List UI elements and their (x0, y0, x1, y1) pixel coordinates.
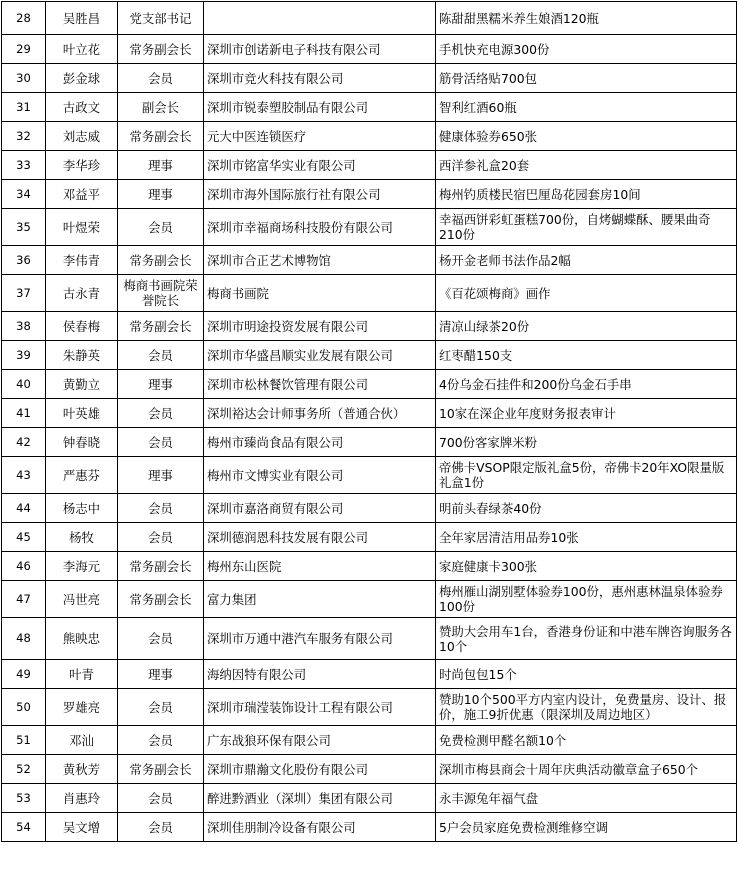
member-name: 邓益平 (46, 180, 118, 209)
row-number: 47 (2, 581, 46, 618)
donation-item: 时尚包包15个 (436, 660, 737, 689)
row-number: 34 (2, 180, 46, 209)
member-position: 常务副会长 (118, 755, 204, 784)
member-name: 黄勤立 (46, 370, 118, 399)
table-row (2, 755, 737, 784)
table-row (2, 2, 737, 35)
donation-item: 梅州雁山湖别墅体验券100份，惠州惠林温泉体验券100份 (436, 581, 737, 618)
member-position: 会员 (118, 813, 204, 842)
table-row (2, 35, 737, 64)
company-name: 梅州市文博实业有限公司 (204, 457, 436, 494)
member-name: 钟春晓 (46, 428, 118, 457)
company-name: 深圳市嘉洛商贸有限公司 (204, 494, 436, 523)
company-name: 醉进黔酒业（深圳）集团有限公司 (204, 784, 436, 813)
company-name: 元大中医连锁医疗 (204, 122, 436, 151)
table-row (2, 494, 737, 523)
donation-item: 杨开金老师书法作品2幅 (436, 246, 737, 275)
member-position: 党支部书记 (118, 2, 204, 35)
table-row (2, 93, 737, 122)
member-position: 理事 (118, 151, 204, 180)
member-name: 李伟青 (46, 246, 118, 275)
member-position: 会员 (118, 64, 204, 93)
company-name: 深圳裕达会计师事务所（普通合伙） (204, 399, 436, 428)
table-row (2, 64, 737, 93)
member-position: 理事 (118, 457, 204, 494)
member-name: 李海元 (46, 552, 118, 581)
row-number: 43 (2, 457, 46, 494)
donation-table (1, 1, 737, 842)
row-number: 54 (2, 813, 46, 842)
table-row (2, 399, 737, 428)
company-name: 深圳市瑞滢装饰设计工程有限公司 (204, 689, 436, 726)
table-row (2, 312, 737, 341)
donation-item: 清凉山绿茶20份 (436, 312, 737, 341)
donation-item: 红枣醋150支 (436, 341, 737, 370)
member-position: 会员 (118, 341, 204, 370)
table-row (2, 581, 737, 618)
table-row (2, 428, 737, 457)
table-row (2, 726, 737, 755)
member-position: 会员 (118, 689, 204, 726)
row-number: 38 (2, 312, 46, 341)
member-name: 杨牧 (46, 523, 118, 552)
company-name: 深圳市万通中港汽车服务有限公司 (204, 618, 436, 660)
row-number: 45 (2, 523, 46, 552)
donation-item: 家庭健康卡300张 (436, 552, 737, 581)
donation-item: 永丰源兔年福气盘 (436, 784, 737, 813)
donation-item: 700份客家牌米粉 (436, 428, 737, 457)
member-name: 肖惠玲 (46, 784, 118, 813)
row-number: 51 (2, 726, 46, 755)
member-position: 常务副会长 (118, 312, 204, 341)
donation-item: 《百花颂梅商》画作 (436, 275, 737, 312)
donation-item: 深圳市梅县商会十周年庆典活动徽章盒子650个 (436, 755, 737, 784)
donation-item: 手机快充电源300份 (436, 35, 737, 64)
table-row (2, 341, 737, 370)
company-name: 深圳市松林餐饮管理有限公司 (204, 370, 436, 399)
member-position: 理事 (118, 180, 204, 209)
donation-item: 筋骨活络贴700包 (436, 64, 737, 93)
donation-item: 5户会员家庭免费检测维修空调 (436, 813, 737, 842)
company-name: 深圳市锐泰塑胶制品有限公司 (204, 93, 436, 122)
member-name: 黄秋芳 (46, 755, 118, 784)
company-name: 深圳市铭富华实业有限公司 (204, 151, 436, 180)
company-name: 深圳佳朋制冷设备有限公司 (204, 813, 436, 842)
member-name: 李华珍 (46, 151, 118, 180)
table-row (2, 689, 737, 726)
donation-item: 明前头春绿茶40份 (436, 494, 737, 523)
table-row (2, 660, 737, 689)
donation-item: 全年家居清洁用品券10张 (436, 523, 737, 552)
member-position: 会员 (118, 428, 204, 457)
member-position: 常务副会长 (118, 246, 204, 275)
row-number: 44 (2, 494, 46, 523)
member-name: 冯世亮 (46, 581, 118, 618)
row-number: 53 (2, 784, 46, 813)
company-name: 梅州市臻尚食品有限公司 (204, 428, 436, 457)
table-row (2, 457, 737, 494)
member-name: 古政文 (46, 93, 118, 122)
member-position: 会员 (118, 784, 204, 813)
company-name: 深圳市华盛昌顺实业发展有限公司 (204, 341, 436, 370)
member-position: 常务副会长 (118, 35, 204, 64)
company-name: 深圳市明途投资发展有限公司 (204, 312, 436, 341)
member-name: 叶立花 (46, 35, 118, 64)
member-name: 邓汕 (46, 726, 118, 755)
row-number: 36 (2, 246, 46, 275)
row-number: 49 (2, 660, 46, 689)
row-number: 48 (2, 618, 46, 660)
company-name (204, 2, 436, 35)
row-number: 29 (2, 35, 46, 64)
member-position: 会员 (118, 399, 204, 428)
company-name: 深圳德润恩科技发展有限公司 (204, 523, 436, 552)
company-name: 深圳市海外国际旅行社有限公司 (204, 180, 436, 209)
member-position: 常务副会长 (118, 581, 204, 618)
member-position: 会员 (118, 726, 204, 755)
donation-item: 幸福西饼彩虹蛋糕700份，自烤蝴蝶酥、腰果曲奇210份 (436, 209, 737, 246)
company-name: 梅州东山医院 (204, 552, 436, 581)
row-number: 42 (2, 428, 46, 457)
member-name: 古永青 (46, 275, 118, 312)
table-row (2, 618, 737, 660)
member-position: 副会长 (118, 93, 204, 122)
table-row (2, 275, 737, 312)
table-row (2, 370, 737, 399)
company-name: 深圳市竞火科技有限公司 (204, 64, 436, 93)
table-row (2, 523, 737, 552)
row-number: 32 (2, 122, 46, 151)
table-row (2, 552, 737, 581)
company-name: 深圳市创诺新电子科技有限公司 (204, 35, 436, 64)
donation-item: 健康体验券650张 (436, 122, 737, 151)
company-name: 深圳市鼎瀚文化股份有限公司 (204, 755, 436, 784)
member-name: 彭金球 (46, 64, 118, 93)
member-position: 会员 (118, 494, 204, 523)
donation-item: 梅州钓质楼民宿巴厘岛花园套房10间 (436, 180, 737, 209)
company-name: 富力集团 (204, 581, 436, 618)
row-number: 33 (2, 151, 46, 180)
donation-item: 陈甜甜黑糯米养生娘酒120瓶 (436, 2, 737, 35)
donation-item: 4份乌金石挂件和200份乌金石手串 (436, 370, 737, 399)
row-number: 31 (2, 93, 46, 122)
company-name: 海纳因特有限公司 (204, 660, 436, 689)
member-name: 叶青 (46, 660, 118, 689)
member-name: 吴胜昌 (46, 2, 118, 35)
row-number: 39 (2, 341, 46, 370)
row-number: 28 (2, 2, 46, 35)
member-position: 会员 (118, 523, 204, 552)
donation-item: 智利红酒60瓶 (436, 93, 737, 122)
donation-item: 西洋参礼盒20套 (436, 151, 737, 180)
member-position: 常务副会长 (118, 552, 204, 581)
member-name: 吴文增 (46, 813, 118, 842)
company-name: 深圳市合正艺术博物馆 (204, 246, 436, 275)
table-row (2, 813, 737, 842)
company-name: 深圳市幸福商场科技股份有限公司 (204, 209, 436, 246)
table-row (2, 784, 737, 813)
row-number: 30 (2, 64, 46, 93)
donation-item: 10家在深企业年度财务报表审计 (436, 399, 737, 428)
company-name: 广东战狼环保有限公司 (204, 726, 436, 755)
member-position: 理事 (118, 370, 204, 399)
row-number: 35 (2, 209, 46, 246)
donation-item: 帝佛卡VSOP限定版礼盒5份，帝佛卡20年XO限量版礼盒1份 (436, 457, 737, 494)
table-row (2, 122, 737, 151)
table-row (2, 209, 737, 246)
table-body (2, 2, 737, 842)
row-number: 37 (2, 275, 46, 312)
member-name: 叶煜荣 (46, 209, 118, 246)
member-position: 会员 (118, 209, 204, 246)
member-name: 叶英雄 (46, 399, 118, 428)
member-name: 杨志中 (46, 494, 118, 523)
member-position: 会员 (118, 618, 204, 660)
member-position: 梅商书画院荣誉院长 (118, 275, 204, 312)
member-position: 常务副会长 (118, 122, 204, 151)
member-name: 严惠芬 (46, 457, 118, 494)
donation-item: 赞助大会用车1台，香港身份证和中港车牌咨询服务各10个 (436, 618, 737, 660)
member-name: 侯春梅 (46, 312, 118, 341)
member-name: 罗雄亮 (46, 689, 118, 726)
company-name: 梅商书画院 (204, 275, 436, 312)
row-number: 50 (2, 689, 46, 726)
table-row (2, 180, 737, 209)
row-number: 40 (2, 370, 46, 399)
table-row (2, 151, 737, 180)
donation-item: 赞助10个500平方内室内设计，免费量房、设计、报价，施工9折优惠（限深圳及周边地区） (436, 689, 737, 726)
row-number: 52 (2, 755, 46, 784)
table-row (2, 246, 737, 275)
member-position: 理事 (118, 660, 204, 689)
row-number: 41 (2, 399, 46, 428)
row-number: 46 (2, 552, 46, 581)
member-name: 熊映忠 (46, 618, 118, 660)
member-name: 朱静英 (46, 341, 118, 370)
donation-item: 免费检测甲醛名额10个 (436, 726, 737, 755)
member-name: 刘志威 (46, 122, 118, 151)
